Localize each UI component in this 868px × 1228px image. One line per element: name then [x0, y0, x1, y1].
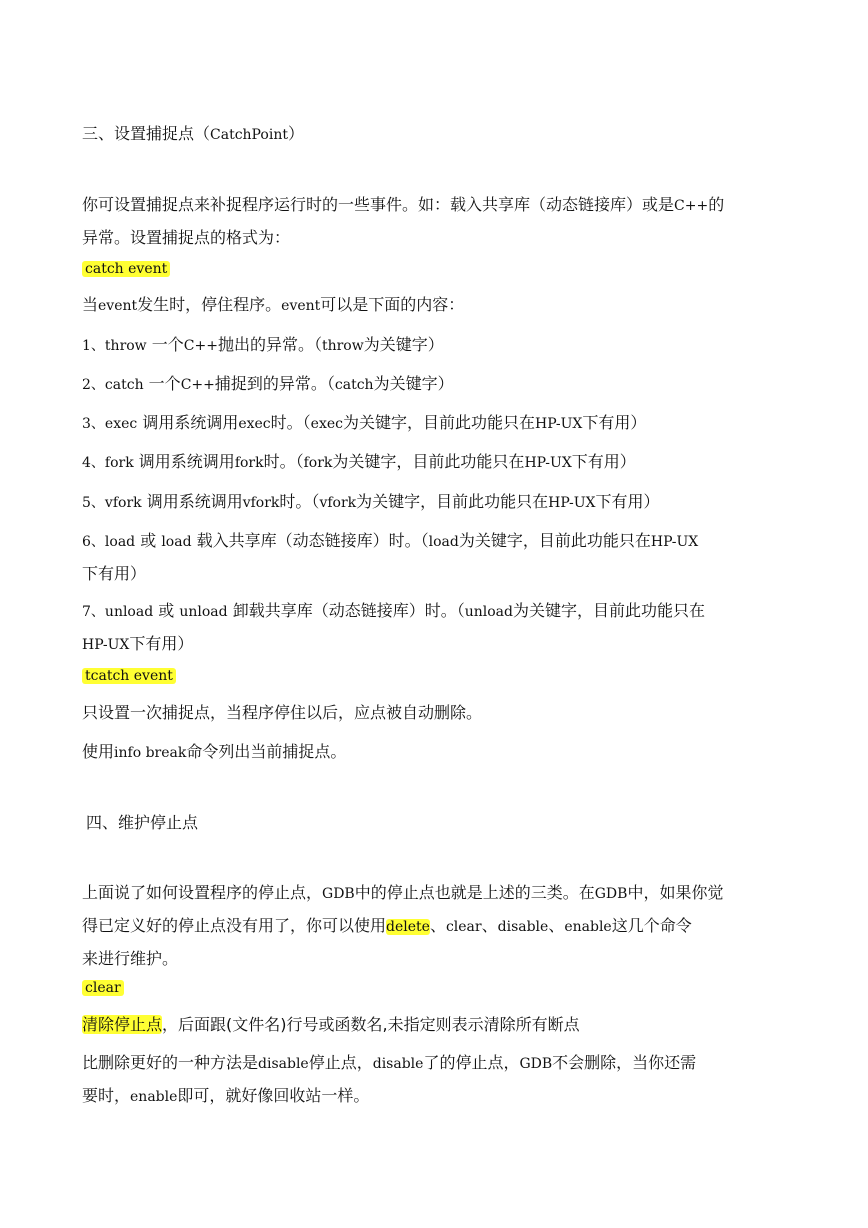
item-num: 2、	[82, 377, 105, 393]
section3-heading	[82, 118, 782, 151]
section4-heading	[86, 807, 786, 838]
item-desc: 一个	[146, 335, 184, 354]
p-text: 比删除更好的一种方法是	[82, 1053, 259, 1072]
clear-command-line	[82, 971, 782, 1004]
item-desc: 时。（	[279, 492, 320, 511]
section4-paragraph2	[82, 1047, 782, 1113]
p-mono: disable	[497, 919, 549, 935]
info-command: info break	[114, 745, 187, 761]
item-mono: unload	[464, 604, 513, 620]
item-desc: 下有用）	[582, 413, 647, 432]
tcatch-description	[82, 697, 782, 728]
item-desc: 调用系统调用	[141, 492, 243, 511]
item-keyword: fork	[104, 455, 134, 471]
clear-desc-text: ，后面跟(文件名)行号或函数名,未指定则表示清除所有断点	[162, 1015, 580, 1034]
item-keyword: unload	[104, 604, 154, 620]
item-desc: 一个	[143, 374, 181, 393]
p-text: 中，如果你觉	[627, 883, 724, 902]
delete-highlight: delete	[386, 919, 430, 935]
p-mono: enable	[130, 1089, 178, 1105]
heading-text: 四、维护停止点	[86, 813, 199, 832]
item-desc: 为关键字，目前此功能只在	[342, 413, 535, 432]
item-line2: 下有用）	[82, 564, 147, 583]
item-desc: 载入共享库（动态链接库）时。（	[191, 531, 429, 550]
item-keyword: catch	[104, 377, 144, 393]
heading-en: CatchPoint	[210, 127, 288, 143]
item-num: 6、	[82, 534, 105, 550]
item-num: 4、	[82, 455, 105, 471]
item-mono: C++	[180, 377, 215, 393]
item-num: 7、	[82, 604, 105, 620]
item-desc: 为关键字，目前此功能只在	[356, 492, 549, 511]
section3-intro	[82, 189, 782, 253]
section4-paragraph	[82, 877, 782, 974]
item-keyword2: unload	[179, 604, 228, 620]
clear-description	[82, 1009, 782, 1040]
intro-line2: 异常。设置捕捉点的格式为：	[82, 228, 291, 247]
item-mono: HP-UX	[524, 455, 572, 471]
p-text: 得已定义好的停止点没有用了，你可以使用	[82, 916, 387, 935]
p-mono: clear	[445, 919, 482, 935]
when-text: 当	[82, 295, 99, 314]
p-mono: disable	[372, 1056, 424, 1072]
item-or: 或	[153, 601, 180, 620]
item-mono: HP-UX	[82, 637, 130, 653]
item-mono: HP-UX	[548, 495, 596, 511]
when-event2: event	[281, 298, 321, 314]
item-keyword: load	[104, 534, 136, 550]
when-text-b: 发生时，停住程序。	[137, 295, 282, 314]
item-mono: catch	[334, 377, 374, 393]
clear-command: clear	[82, 980, 124, 996]
item-mono: C++	[183, 338, 218, 354]
item-keyword2: load	[161, 534, 192, 550]
heading-end: ）	[287, 124, 304, 143]
info-break-line	[82, 736, 782, 769]
p-text: 这几个命令	[611, 916, 692, 935]
item-num: 3、	[82, 416, 105, 432]
p-sep: 、	[429, 916, 446, 935]
p-mono: enable	[564, 919, 612, 935]
item-desc: 下有用）	[571, 452, 636, 471]
tcatch-desc-text: 只设置一次捕捉点，当程序停住以后，应点被自动删除。	[82, 703, 483, 722]
p-text: 了的停止点，	[423, 1053, 520, 1072]
item-desc: 为关键字，目前此功能只在	[512, 601, 705, 620]
list-item	[82, 446, 782, 479]
tcatch-command-line	[82, 659, 782, 692]
item-keyword: vfork	[104, 495, 142, 511]
tcatch-command: tcatch event	[82, 668, 176, 684]
p-text: 要时，	[82, 1086, 131, 1105]
item-mono: throw	[321, 338, 364, 354]
p-mono: disable	[258, 1056, 309, 1072]
p-text: 不会删除，当你还需	[552, 1053, 697, 1072]
p-mono: GDB	[519, 1056, 553, 1072]
item-num: 1、	[82, 338, 105, 354]
p-text: 停止点，	[308, 1053, 373, 1072]
intro-cpp: C++	[674, 198, 709, 214]
item-desc: 时。（	[270, 413, 311, 432]
p-mono: GDB	[322, 886, 355, 902]
item-keyword: throw	[104, 338, 147, 354]
p-text: 中的停止点也就是上述的三类。在	[354, 883, 595, 902]
item-mono: exec	[310, 416, 343, 432]
item-desc: 调用系统调用	[133, 452, 235, 471]
item-mono: vfork	[242, 495, 280, 511]
list-item-7	[82, 595, 782, 661]
catch-command: catch event	[82, 261, 170, 277]
catch-command-line	[82, 252, 782, 285]
list-item-6	[82, 525, 782, 589]
item-desc: 卸载共享库（动态链接库）时。（	[227, 601, 465, 620]
list-item	[82, 368, 782, 401]
item-desc: 捕捉到的异常。（	[214, 374, 335, 393]
list-item	[82, 329, 782, 362]
list-item	[82, 486, 782, 519]
item-desc: 调用系统调用	[137, 413, 239, 432]
item-desc: 为关键字，目前此功能只在	[332, 452, 525, 471]
item-mono: exec	[238, 416, 271, 432]
item-or: 或	[135, 531, 162, 550]
item-desc: 为关键字，目前此功能只在	[458, 531, 651, 550]
p-mono: GDB	[594, 886, 628, 902]
item-desc: 下有用）	[595, 492, 660, 511]
p-text: 来进行维护。	[82, 949, 179, 968]
item-line2: 下有用）	[129, 634, 194, 653]
item-mono: HP-UX	[650, 534, 699, 550]
p-sep: 、	[481, 916, 498, 935]
item-desc: 抛出的异常。（	[217, 335, 322, 354]
item-keyword: exec	[104, 416, 138, 432]
info-text: 使用	[82, 742, 115, 761]
when-text-c: 可以是下面的内容：	[320, 295, 465, 314]
heading-text: 三、设置捕捉点（	[82, 124, 211, 143]
intro-text-end: 的	[708, 195, 725, 214]
p-text: 即可，就好像回收站一样。	[177, 1086, 370, 1105]
item-num: 5、	[82, 495, 105, 511]
item-mono: fork	[303, 455, 333, 471]
item-mono: load	[428, 534, 459, 550]
p-text: 上面说了如何设置程序的停止点，	[82, 883, 323, 902]
p-sep: 、	[548, 916, 565, 935]
item-desc: 为关键字）	[373, 374, 454, 393]
clear-highlight: 清除停止点	[82, 1015, 163, 1034]
event-description	[82, 289, 782, 322]
list-item	[82, 407, 782, 440]
when-event: event	[98, 298, 138, 314]
info-text-b: 命令列出当前捕捉点。	[186, 742, 347, 761]
item-mono: fork	[234, 455, 264, 471]
item-mono: vfork	[319, 495, 357, 511]
item-desc: 为关键字）	[363, 335, 444, 354]
intro-text: 你可设置捕捉点来补捉程序运行时的一些事件。如：载入共享库（动态链接库）或是	[82, 195, 675, 214]
item-mono: HP-UX	[534, 416, 583, 432]
item-desc: 时。（	[263, 452, 304, 471]
